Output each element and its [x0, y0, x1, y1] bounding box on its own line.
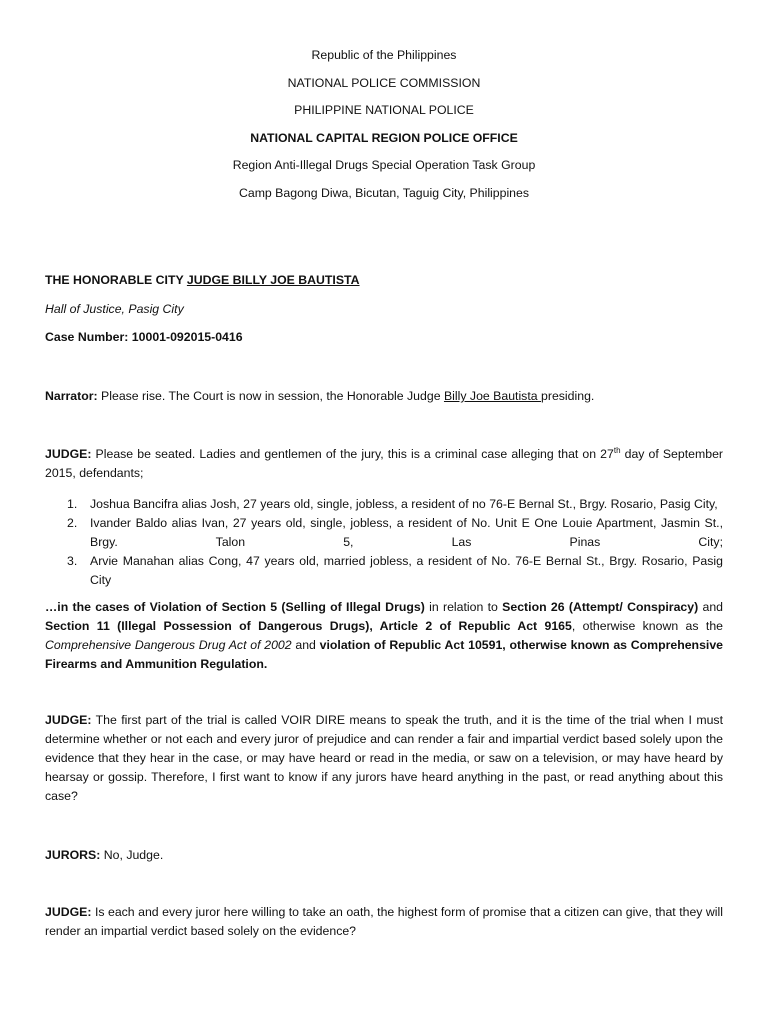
narrator-text: Please rise. The Court is now in session, the Honorable Judge	[97, 389, 444, 403]
narrator-paragraph	[45, 387, 723, 406]
defendant-text: Ivander Baldo alias Ivan, 27 years old, single, jobless, a resident of No. Unit E One Louie Apartment, Jasmin St., Brgy. Talon 5, Las Pinas City;	[90, 516, 723, 549]
case-number-value: 10001-092015-0416	[131, 330, 243, 344]
list-item	[45, 495, 723, 514]
speaker-judge: JUDGE:	[45, 713, 92, 727]
letterhead-commission: NATIONAL POLICE COMMISSION	[287, 75, 481, 90]
list-number: 2.	[67, 516, 78, 530]
defendant-text: Arvie Manahan alias Cong, 47 years old, married jobless, a resident of No. 76-E Bernal St., Brgy. Rosario, Pasig City	[90, 554, 723, 587]
letterhead-pnp: PHILIPPINE NATIONAL POLICE	[294, 103, 474, 117]
judge-paragraph-2	[45, 711, 723, 806]
letterhead-address: Camp Bagong Diwa, Bicutan, Taguig City, Philippines	[238, 185, 530, 200]
speaker-jurors: JURORS:	[45, 848, 101, 862]
charges-text: …in the cases of	[45, 600, 150, 614]
letterhead-republic: Republic of the Philippines	[311, 48, 457, 62]
speaker-judge: JUDGE:	[45, 905, 92, 919]
letterhead	[0, 45, 768, 210]
narrator-judge-name: Billy Joe Bautista	[443, 389, 542, 403]
charges-paragraph	[45, 598, 723, 674]
speaker-judge: JUDGE:	[45, 447, 92, 461]
case-number-label: Case Number:	[45, 330, 132, 344]
charges-text: and	[291, 638, 320, 652]
case-number-line	[45, 328, 723, 347]
charge-firearms: violation of Republic Act 10591, otherwise known as Comprehensive Firearms and Ammunition Regulation.	[45, 638, 724, 671]
act-title: Comprehensive Dangerous Drug Act of 2002	[45, 638, 292, 652]
judge-paragraph-3	[45, 903, 723, 941]
date-superscript: th	[613, 445, 621, 455]
list-number: 1.	[67, 497, 78, 511]
list-item	[45, 552, 723, 590]
addressee-judge-name: JUDGE BILLY JOE BAUTISTA	[186, 273, 360, 287]
charges-text: and	[698, 600, 724, 614]
judge-paragraph-1	[45, 445, 723, 483]
list-number: 3.	[67, 554, 78, 568]
charge-section-11: Section 11 (Illegal Possession of Dangerous Drugs), Article 2 of Republic Act 9165	[45, 619, 572, 633]
addressee-line	[45, 271, 723, 290]
jurors-paragraph	[45, 846, 723, 865]
jurors-text: No, Judge.	[100, 848, 164, 862]
addressee-prefix: THE HONORABLE CITY	[45, 273, 187, 287]
defendant-text: Joshua Bancifra alias Josh, 27 years old, single, jobless, a resident of no 76-E Bernal St., Brgy. Rosario, Pasig City,	[90, 497, 718, 511]
charges-text: in relation to	[424, 600, 503, 614]
letterhead-ncrpo: NATIONAL CAPITAL REGION POLICE OFFICE	[250, 130, 518, 145]
judge-text-2: The first part of the trial is called VOIR DIRE means to speak the truth, and it is the time of the trial when I must determine whether or not each and every juror of prejudice and can render a fair and impartial verdict based solely upon the evidence that they hear in the case, or may have heard or read in the media, or saw on a television, or may have heard by hearsay or gossip. Therefore, I first want to know if any jurors have heard anything in the past, or read anything about this case?	[45, 713, 723, 803]
letterhead-task-group: Region Anti-Illegal Drugs Special Operation Task Group	[232, 158, 536, 172]
charge-section-5: Violation of Section 5 (Selling of Illegal Drugs)	[149, 600, 425, 614]
charge-section-26: Section 26 (Attempt/ Conspiracy)	[502, 600, 699, 614]
defendants-list	[45, 495, 723, 590]
judge-text-1-end: day of September 2015, defendants;	[45, 447, 724, 480]
narrator-text-end: presiding.	[541, 389, 595, 403]
addressee-location: Hall of Justice, Pasig City	[45, 302, 184, 316]
judge-text-1: Please be seated. Ladies and gentlemen of the jury, this is a criminal case alleging that on 27	[91, 447, 614, 461]
speaker-narrator: Narrator:	[45, 389, 98, 403]
charges-text: , otherwise known as the	[571, 619, 724, 633]
list-item	[45, 514, 723, 552]
judge-text-3: Is each and every juror here willing to take an oath, the highest form of promise that a citizen can give, that they will render an impartial verdict based solely on the evidence?	[45, 905, 723, 938]
